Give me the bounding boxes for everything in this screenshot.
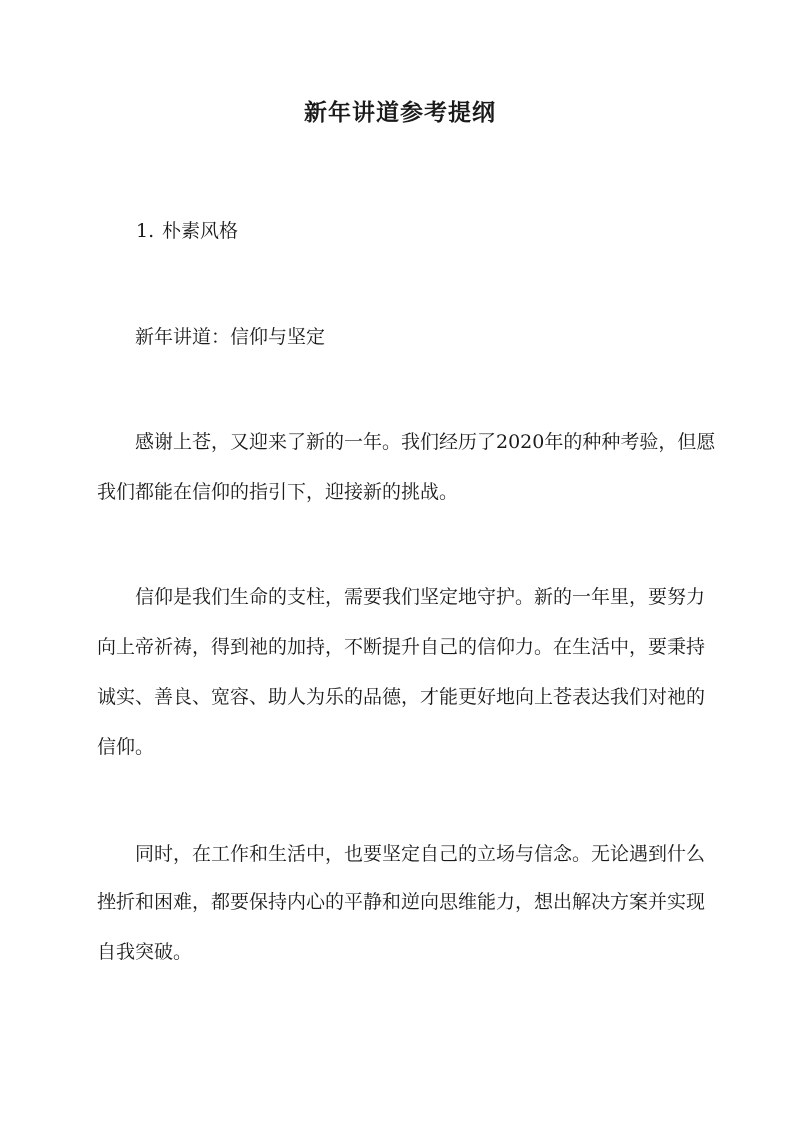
- section-label: 朴素风格: [162, 220, 239, 242]
- paragraph-line-text: 诚实、善良、宽容、助人为乐的品德，才能更好地向上苍表达我们对祂的: [97, 686, 706, 708]
- paragraph-line-text: 向上帝祈祷，得到祂的加持，不断提升自己的信仰力。在生活中，要秉持: [97, 636, 706, 658]
- paragraph-line-text: 信仰是我们生命的支柱，需要我们坚定地守护。新的一年里，要努力: [135, 586, 706, 608]
- document-title: 新年讲道参考提纲: [304, 99, 496, 126]
- section-number: 1.: [136, 220, 155, 242]
- paragraph-line-text: 感谢上苍，又迎来了新的一年。我们经历了2020年的种种考验，但愿: [135, 431, 716, 453]
- sermon-subtitle-text: 新年讲道：信仰与坚定: [135, 326, 326, 348]
- paragraph-line-text: 信仰。: [97, 736, 155, 758]
- paragraph-line-text: 自我突破。: [97, 941, 193, 963]
- paragraph-line-text: 挫折和困难，都要保持内心的平静和逆向思维能力，想出解决方案并实现: [97, 891, 706, 913]
- paragraph-line-text: 同时，在工作和生活中，也要坚定自己的立场与信念。无论遇到什么: [135, 843, 706, 865]
- paragraph-line-text: 我们都能在信仰的指引下，迎接新的挑战。: [97, 481, 459, 503]
